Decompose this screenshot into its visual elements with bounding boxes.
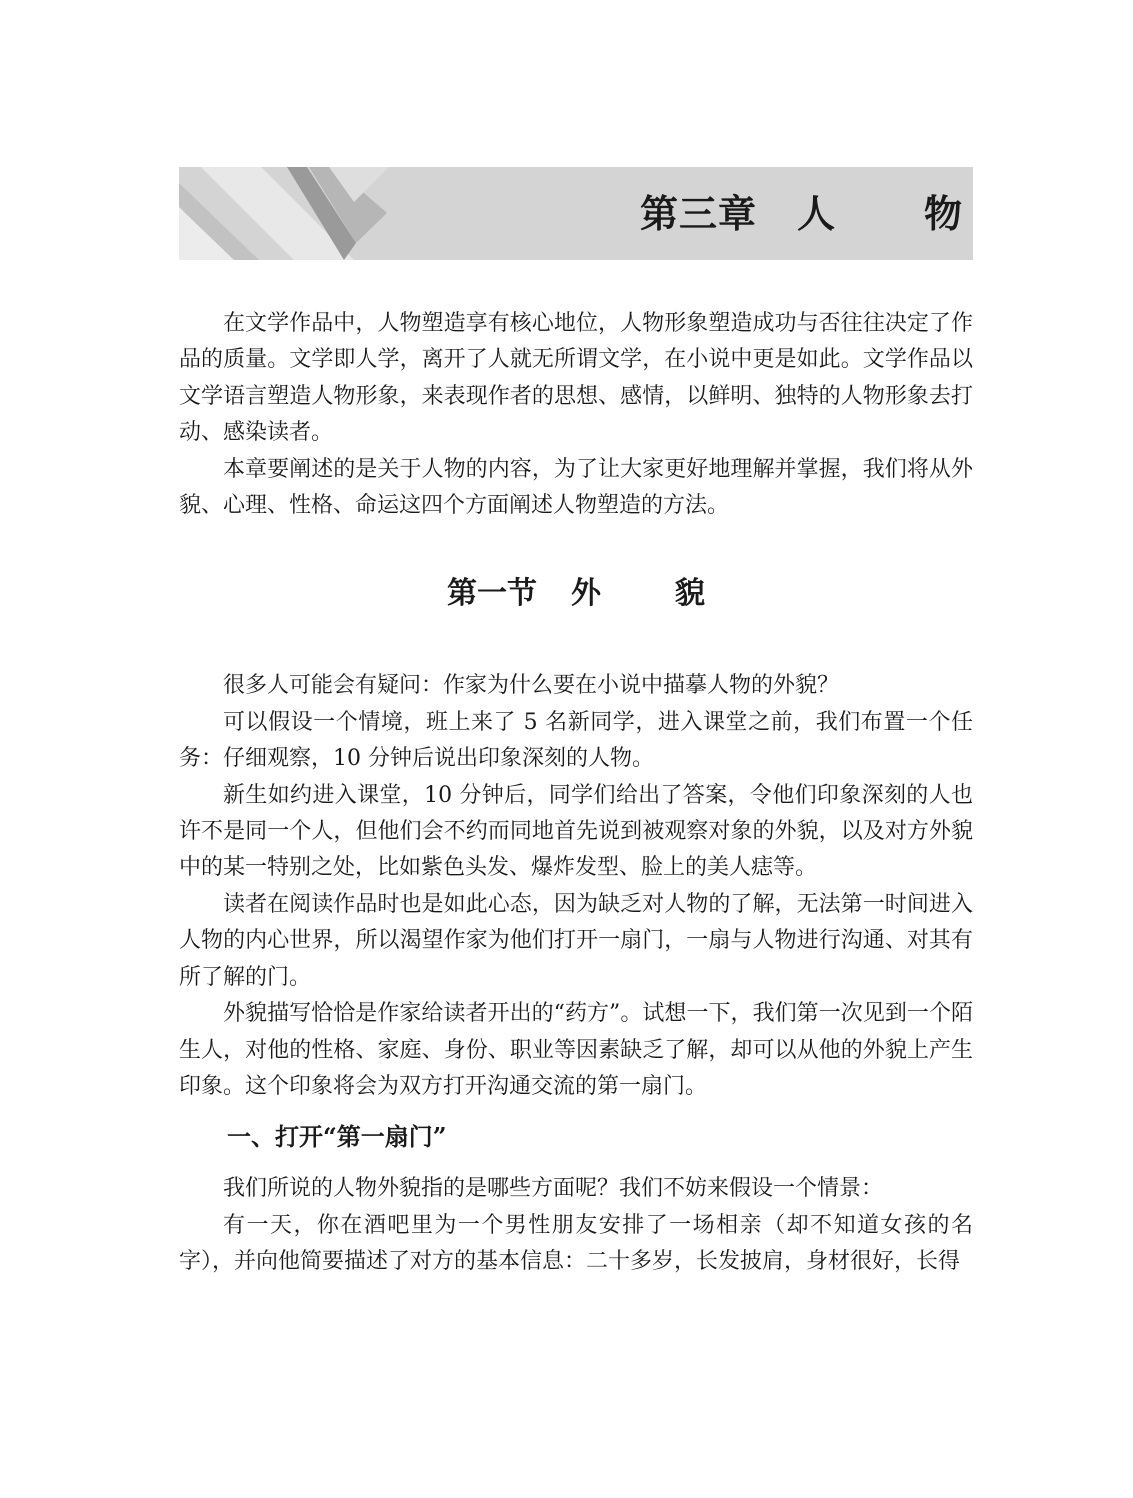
body-paragraph: 我们所说的人物外貌指的是哪些方面呢？我们不妨来假设一个情景：	[223, 1176, 884, 1202]
body-paragraph: 外貌描写恰恰是作家给读者开出的“药方”。试想一下，我们第一次见到一个陌生人，对他的性格、家庭、身份、职业等因素缺乏了解，却可以从他的外貌上产生印象。这个印象将会为双方打开沟通交流的第一扇门。	[179, 1001, 973, 1099]
section-title-char-2: 貌	[675, 576, 705, 612]
section-label: 第一节	[447, 576, 537, 612]
page-content	[179, 306, 973, 1281]
chapter-label: 第三章	[639, 191, 757, 236]
intro-paragraph: 在文学作品中，人物塑造享有核心地位，人物形象塑造成功与否往往决定了作品的质量。文学即人学，离开了人就无所谓文学，在小说中更是如此。文学作品以文学语言塑造人物形象，来表现作者的思想、感情，以鲜明、独特的人物形象去打动、感染读者。	[179, 311, 973, 446]
body-paragraph: 有一天，你在酒吧里为一个男性朋友安排了一场相亲（却不知道女孩的名字），并向他简要描述了对方的基本信息：二十多岁，长发披肩，身材很好，长得	[179, 1212, 973, 1275]
body-paragraph: 很多人可能会有疑问：作家为什么要在小说中描摹人物的外貌？	[223, 673, 840, 699]
section-title-char-1: 外	[571, 576, 601, 612]
body-paragraph: 读者在阅读作品时也是如此心态，因为缺乏对人物的了解，无法第一时间进入人物的内心世界，所以渴望作家为他们打开一扇门，一扇与人物进行沟通、对其有所了解的门。	[179, 891, 973, 990]
chapter-title	[640, 167, 963, 260]
body-paragraph: 新生如约进入课堂，10 分钟后，同学们给出了答案，令他们印象深刻的人也许不是同一个人，但他们会不约而同地首先说到被观察对象的外貌，以及对方外貌中的某一特别之处，比如紫色头发、爆炸发型、脸上的美人痣等。	[179, 782, 973, 881]
section-title	[179, 574, 973, 614]
intro-paragraph: 本章要阐述的是关于人物的内容，为了让大家更好地理解并掌握，我们将从外貌、心理、性格、命运这四个方面阐述人物塑造的方法。	[179, 456, 973, 519]
subsection-title: 一、打开“第一扇门”	[227, 1122, 447, 1152]
chapter-title-char-2: 物	[923, 191, 963, 236]
chapter-banner	[179, 167, 973, 260]
chapter-title-char-1: 人	[796, 191, 836, 236]
body-paragraph: 可以假设一个情境，班上来了 5 名新同学，进入课堂之前，我们布置一个任务：仔细观察，10 分钟后说出印象深刻的人物。	[179, 709, 973, 772]
